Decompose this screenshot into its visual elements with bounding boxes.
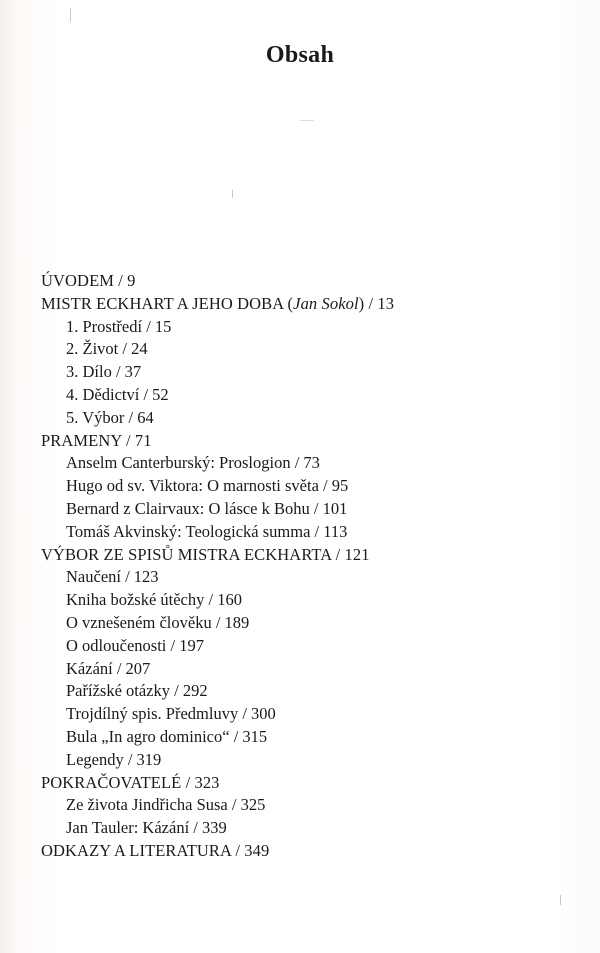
toc-entry-vybor: 5. Výbor / 64 (66, 407, 154, 427)
toc-entry-o-vznesenem: O vznešeném člověku / 189 (66, 612, 250, 632)
page-title: Obsah (265, 42, 335, 68)
toc-entry-legendy: Legendy / 319 (66, 749, 162, 769)
toc-entry-susa: Ze života Jindřicha Susa / 325 (66, 795, 266, 815)
toc-entry-mistr-eckhart (41, 293, 561, 316)
toc-entry-kazani: Kázání / 207 (66, 658, 151, 678)
toc-entry-vybor-ze-spisu: VÝBOR ZE SPISŮ MISTRA ECKHARTA / 121 (41, 544, 370, 564)
toc-entry-odkazy: ODKAZY A LITERATURA / 349 (41, 840, 270, 860)
toc-entry-kniha: Kniha božské útěchy / 160 (66, 590, 242, 610)
toc-entry-author: Jan Sokol (293, 293, 359, 313)
scan-speck (232, 190, 233, 198)
toc-entry-o-odloucenosti: O odloučenosti / 197 (66, 635, 204, 655)
toc-entry-tomas: Tomáš Akvinský: Teologická summa / 113 (66, 521, 348, 541)
scan-speck (70, 8, 71, 22)
toc-entry-prameny: PRAMENY / 71 (41, 430, 152, 450)
table-of-contents (41, 270, 561, 863)
toc-entry-dilo: 3. Dílo / 37 (66, 362, 142, 382)
toc-entry-prostredi: 1. Prostředí / 15 (66, 316, 172, 336)
toc-entry-bula: Bula „In agro dominico“ / 315 (66, 726, 268, 746)
toc-entry-uvodem: ÚVODEM / 9 (41, 271, 136, 290)
toc-entry-parizske: Pařížské otázky / 292 (66, 681, 208, 701)
toc-entry-anselm: Anselm Canterburský: Proslogion / 73 (66, 453, 320, 473)
toc-entry-trojdilny: Trojdílný spis. Předmluvy / 300 (66, 704, 276, 724)
scan-speck (300, 120, 314, 121)
toc-entry-hugo: Hugo od sv. Viktora: O marnosti světa / 95 (66, 476, 349, 496)
toc-entry-pokracovatele: POKRAČOVATELÉ / 323 (41, 772, 220, 792)
toc-entry-bernard: Bernard z Clairvaux: O lásce k Bohu / 101 (66, 498, 348, 518)
toc-entry-suffix: ) / 13 (358, 293, 395, 313)
toc-entry-tauler: Jan Tauler: Kázání / 339 (66, 818, 227, 838)
scan-speck (560, 895, 561, 905)
toc-entry-text: MISTR ECKHART A JEHO DOBA ( (41, 293, 294, 313)
toc-entry-dedictvi: 4. Dědictví / 52 (66, 384, 169, 404)
toc-entry-zivot: 2. Život / 24 (66, 339, 148, 359)
toc-entry-nauceni: Naučení / 123 (66, 567, 159, 587)
